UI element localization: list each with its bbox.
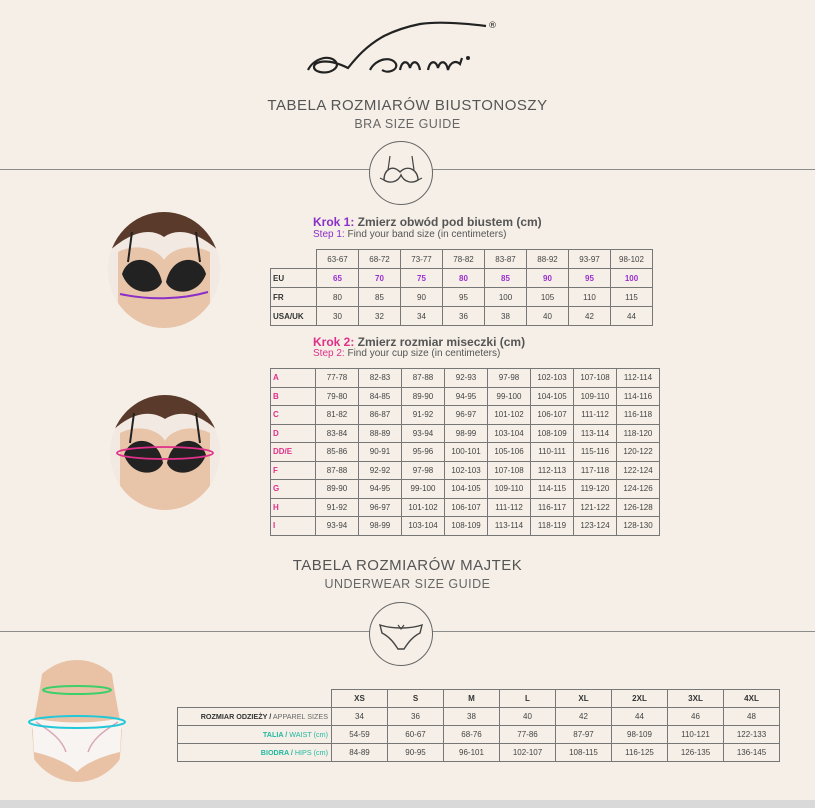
table-cell: 44 (612, 708, 668, 726)
step2-subtitle: Step 2: Find your cup size (in centimeters) (313, 348, 501, 359)
table-cell: 100 (611, 269, 653, 288)
row-label: I (271, 517, 316, 536)
row-label: BIODRA / HIPS (cm) (178, 744, 332, 762)
row-label: TALIA / WAIST (cm) (178, 726, 332, 744)
table-cell: 111-112 (488, 498, 531, 517)
table-cell: S (388, 690, 444, 708)
table-cell: 38 (485, 307, 527, 326)
table-cell: 111-112 (574, 406, 617, 425)
table-cell: 90 (527, 269, 569, 288)
table-cell: 68-72 (359, 250, 401, 269)
table-cell: 101-102 (488, 406, 531, 425)
table-cell: 116-118 (617, 406, 660, 425)
table-cell: 122-124 (617, 461, 660, 480)
table-cell: 112-113 (531, 461, 574, 480)
brand-logo (300, 18, 500, 78)
table-cell: 136-145 (724, 744, 780, 762)
table-cell: 90 (401, 288, 443, 307)
table-row (271, 250, 653, 269)
table-cell: 44 (611, 307, 653, 326)
table-cell: 85 (485, 269, 527, 288)
table-cell: 91-92 (316, 498, 359, 517)
table-cell: 108-109 (531, 424, 574, 443)
table-cell: 102-103 (445, 461, 488, 480)
bottom-bar (0, 800, 815, 808)
table-cell: 46 (668, 708, 724, 726)
table-cell: 98-109 (612, 726, 668, 744)
table-cell: 83-84 (316, 424, 359, 443)
table-cell: 110-111 (531, 443, 574, 462)
bra-icon (369, 141, 433, 205)
table-row (271, 443, 660, 462)
table-cell: 119-120 (574, 480, 617, 499)
table-cell: 36 (388, 708, 444, 726)
table-cell: 102-107 (500, 744, 556, 762)
table-cell: 110 (569, 288, 611, 307)
table-cell: 96-97 (445, 406, 488, 425)
table-cell: 88-92 (527, 250, 569, 269)
table-cell: 93-97 (569, 250, 611, 269)
table-row (178, 690, 780, 708)
table-cell: 118-119 (531, 517, 574, 536)
table-cell: 100-101 (445, 443, 488, 462)
table-row (271, 369, 660, 388)
table-cell: 98-99 (359, 517, 402, 536)
table-cell: 2XL (612, 690, 668, 708)
table-cell: 108-115 (556, 744, 612, 762)
table-row (271, 461, 660, 480)
table-cell: 101-102 (402, 498, 445, 517)
row-label: D (271, 424, 316, 443)
table-cell: 120-122 (617, 443, 660, 462)
table-cell: 106-107 (531, 406, 574, 425)
row-label: FR (271, 288, 317, 307)
row-label: EU (271, 269, 317, 288)
table-cell: 92-93 (445, 369, 488, 388)
table-row (271, 269, 653, 288)
table-cell: 122-133 (724, 726, 780, 744)
table-cell: 113-114 (488, 517, 531, 536)
row-label: H (271, 498, 316, 517)
table-cell: 82-83 (359, 369, 402, 388)
table-cell: 110-121 (668, 726, 724, 744)
table-row (271, 288, 653, 307)
table-cell: 80 (443, 269, 485, 288)
table-cell: 123-124 (574, 517, 617, 536)
table-cell: 89-90 (316, 480, 359, 499)
row-label: C (271, 406, 316, 425)
table-cell: 115 (611, 288, 653, 307)
table-cell: 42 (569, 307, 611, 326)
table-cell: 97-98 (488, 369, 531, 388)
table-cell: 107-108 (574, 369, 617, 388)
table-cell: 115-116 (574, 443, 617, 462)
table-cell: 48 (724, 708, 780, 726)
table-cell: 117-118 (574, 461, 617, 480)
table-cell: 109-110 (574, 387, 617, 406)
table-cell: 60-67 (388, 726, 444, 744)
cup-size-table (270, 368, 660, 536)
step2-title: Krok 2: Zmierz rozmiar miseczki (cm) (313, 335, 526, 349)
table-cell: 98-99 (445, 424, 488, 443)
step1-subtitle: Step 1: Find your band size (in centimeters) (313, 229, 507, 240)
row-label: ROZMIAR ODZIEŻY / APPAREL SIZES (178, 708, 332, 726)
underwear-subtitle: UNDERWEAR SIZE GUIDE (324, 577, 491, 591)
table-cell: 54-59 (332, 726, 388, 744)
table-cell: 95-96 (402, 443, 445, 462)
underwear-size-table (177, 689, 780, 762)
row-label: B (271, 387, 316, 406)
table-cell: 89-90 (402, 387, 445, 406)
trademark: ® (488, 21, 497, 31)
table-row (271, 307, 653, 326)
table-cell: 96-101 (444, 744, 500, 762)
row-label: DD/E (271, 443, 316, 462)
table-cell: 112-114 (617, 369, 660, 388)
table-cell: 91-92 (402, 406, 445, 425)
table-cell: 126-135 (668, 744, 724, 762)
table-cell: 95 (443, 288, 485, 307)
table-row (178, 726, 780, 744)
table-cell: 34 (332, 708, 388, 726)
table-cell: 68-76 (444, 726, 500, 744)
table-cell: 40 (527, 307, 569, 326)
table-cell: 99-100 (402, 480, 445, 499)
model-photo-band (108, 212, 220, 328)
step1-title: Krok 1: Zmierz obwód pod biustem (cm) (313, 215, 542, 229)
table-cell: 78-82 (443, 250, 485, 269)
table-cell: 97-98 (402, 461, 445, 480)
table-cell: 103-104 (402, 517, 445, 536)
table-cell: 87-97 (556, 726, 612, 744)
table-cell: 79-80 (316, 387, 359, 406)
table-cell: 81-82 (316, 406, 359, 425)
table-cell: 113-114 (574, 424, 617, 443)
table-cell: 104-105 (445, 480, 488, 499)
table-cell: 85 (359, 288, 401, 307)
table-cell: 85-86 (316, 443, 359, 462)
table-row (271, 424, 660, 443)
table-cell: 118-120 (617, 424, 660, 443)
table-cell: XL (556, 690, 612, 708)
table-cell: 90-95 (388, 744, 444, 762)
row-label: A (271, 369, 316, 388)
table-cell: 42 (556, 708, 612, 726)
table-cell: XS (332, 690, 388, 708)
table-cell: 94-95 (359, 480, 402, 499)
table-row (178, 708, 780, 726)
table-cell: 65 (317, 269, 359, 288)
table-cell: 124-126 (617, 480, 660, 499)
table-cell: 107-108 (488, 461, 531, 480)
table-cell: 93-94 (402, 424, 445, 443)
table-cell: M (444, 690, 500, 708)
table-row (271, 498, 660, 517)
model-photo-hips (22, 660, 132, 782)
row-label: USA/UK (271, 307, 317, 326)
table-cell: 36 (443, 307, 485, 326)
table-cell: 88-89 (359, 424, 402, 443)
table-cell: 73-77 (401, 250, 443, 269)
table-cell: 121-122 (574, 498, 617, 517)
table-cell: 106-107 (445, 498, 488, 517)
table-cell: 84-85 (359, 387, 402, 406)
table-cell: 128-130 (617, 517, 660, 536)
table-cell: 83-87 (485, 250, 527, 269)
table-cell: 63-67 (317, 250, 359, 269)
model-photo-cup (110, 395, 220, 510)
bra-subtitle: BRA SIZE GUIDE (354, 117, 461, 131)
table-cell: 40 (500, 708, 556, 726)
table-cell: 90-91 (359, 443, 402, 462)
row-label: F (271, 461, 316, 480)
table-cell: 3XL (668, 690, 724, 708)
table-cell: 108-109 (445, 517, 488, 536)
table-cell: 100 (485, 288, 527, 307)
table-row (271, 387, 660, 406)
table-cell: 103-104 (488, 424, 531, 443)
table-cell: 95 (569, 269, 611, 288)
panties-icon (369, 602, 433, 666)
table-cell: 77-86 (500, 726, 556, 744)
table-cell: 4XL (724, 690, 780, 708)
table-cell: 70 (359, 269, 401, 288)
table-cell: 126-128 (617, 498, 660, 517)
table-cell: 94-95 (445, 387, 488, 406)
table-row (271, 406, 660, 425)
underwear-title: TABELA ROZMIARÓW MAJTEK (292, 557, 523, 574)
table-cell: 84-89 (332, 744, 388, 762)
table-cell: 34 (401, 307, 443, 326)
table-cell: 75 (401, 269, 443, 288)
table-cell: 105-106 (488, 443, 531, 462)
table-cell: 87-88 (402, 369, 445, 388)
table-cell: 38 (444, 708, 500, 726)
table-cell: 116-125 (612, 744, 668, 762)
table-cell: 109-110 (488, 480, 531, 499)
table-cell: 87-88 (316, 461, 359, 480)
row-label: G (271, 480, 316, 499)
table-cell: 105 (527, 288, 569, 307)
table-cell: 99-100 (488, 387, 531, 406)
table-cell: 30 (317, 307, 359, 326)
table-row (271, 517, 660, 536)
table-cell: 116-117 (531, 498, 574, 517)
table-cell: 86-87 (359, 406, 402, 425)
table-row (271, 480, 660, 499)
table-cell: 77-78 (316, 369, 359, 388)
table-cell: 32 (359, 307, 401, 326)
table-cell: 93-94 (316, 517, 359, 536)
table-cell: 102-103 (531, 369, 574, 388)
table-cell: 98-102 (611, 250, 653, 269)
table-cell: 104-105 (531, 387, 574, 406)
table-cell: 92-92 (359, 461, 402, 480)
table-cell: 96-97 (359, 498, 402, 517)
table-cell: 114-115 (531, 480, 574, 499)
table-cell: L (500, 690, 556, 708)
band-size-table (270, 249, 653, 326)
table-cell: 80 (317, 288, 359, 307)
table-row (178, 744, 780, 762)
bra-title: TABELA ROZMIARÓW BIUSTONOSZY (267, 97, 548, 114)
table-cell: 114-116 (617, 387, 660, 406)
